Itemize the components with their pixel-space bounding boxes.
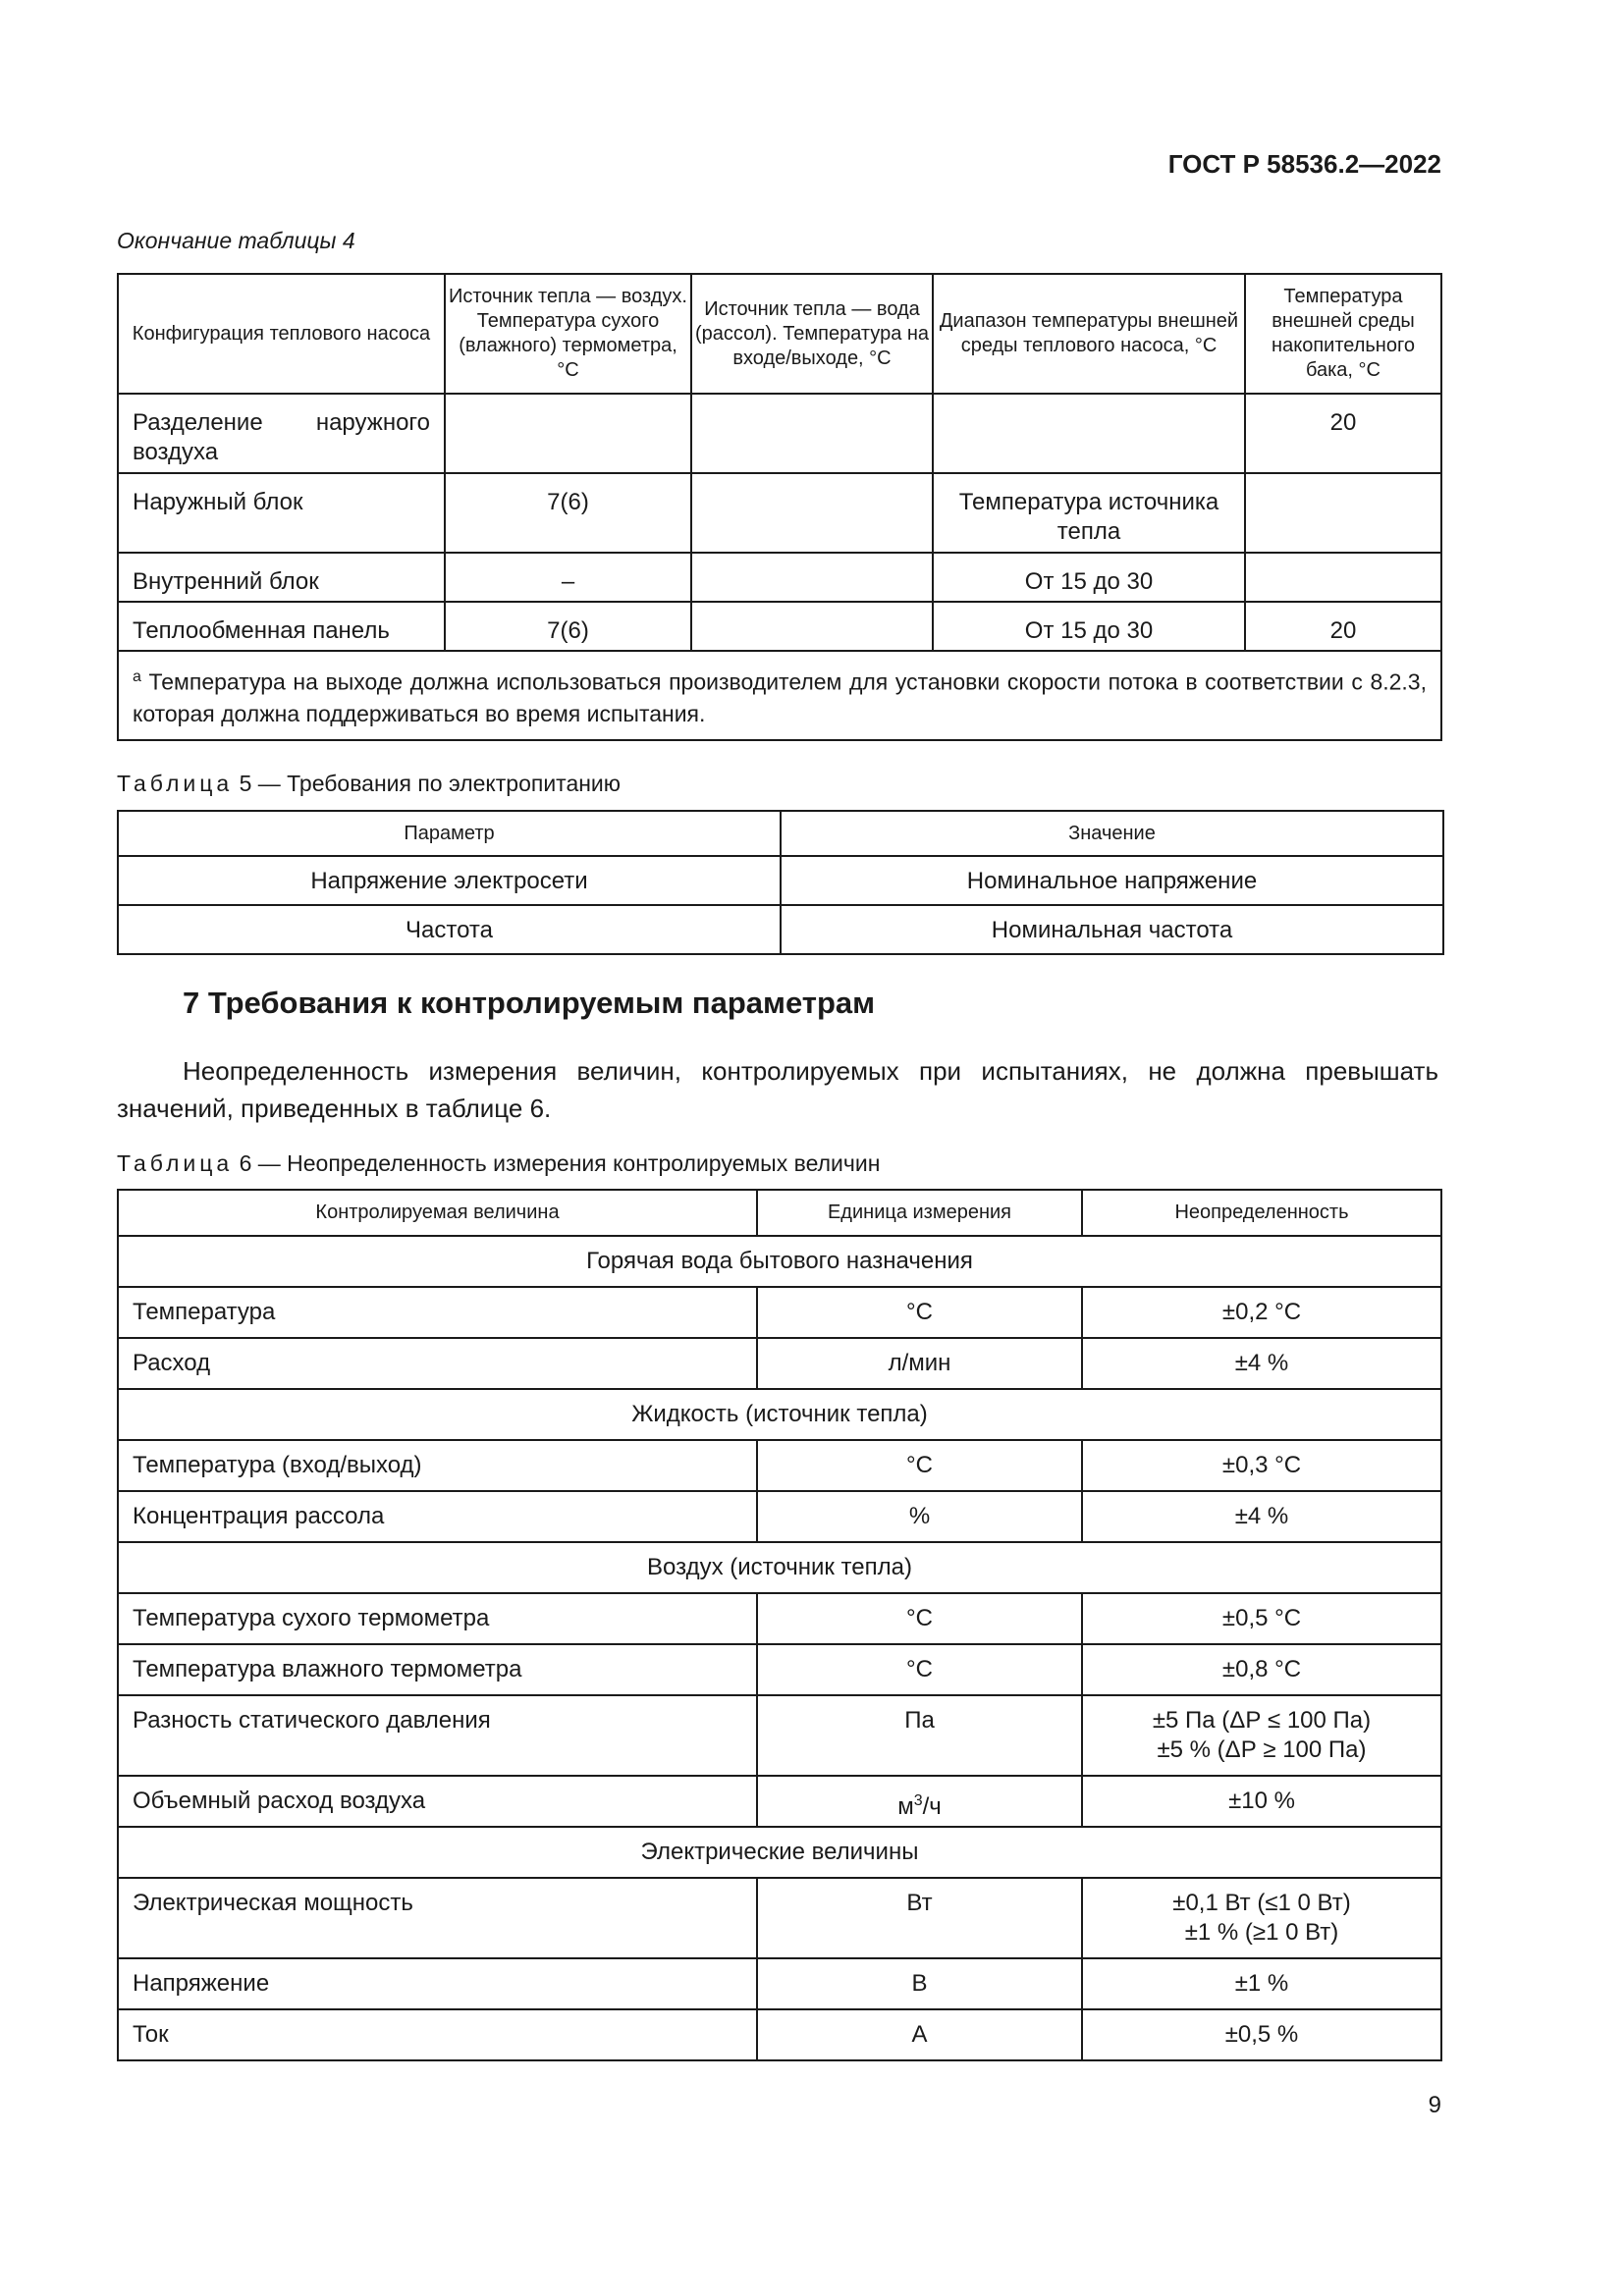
table-cell: Вт <box>757 1878 1082 1958</box>
table6-caption-text: 6 — Неопределенность измерения контролируемых величин <box>233 1150 881 1176</box>
table6-group-row <box>118 1827 1441 1878</box>
document-code: ГОСТ Р 58536.2—2022 <box>1167 149 1441 179</box>
table-row <box>118 1287 1441 1338</box>
uncertainty-line: ±5 Па (ΔР ≤ 100 Па) <box>1152 1707 1372 1734</box>
table-cell: 20 <box>1245 602 1441 651</box>
table-row <box>118 1644 1441 1695</box>
table4-header-cell: Конфигурация теплового насоса <box>118 274 445 394</box>
uncertainty-line: ±1 % (≥1 0 Вт) <box>1184 1919 1339 1946</box>
table-cell: Электрическая мощность <box>118 1878 757 1958</box>
table6-header-row <box>118 1190 1441 1236</box>
group-heading: Горячая вода бытового назначения <box>118 1236 1441 1287</box>
table4-header-cell: Источник тепла — вода (рассол). Температура на входе/выходе, °С <box>691 274 933 394</box>
table6-caption <box>117 1150 880 1177</box>
table4-header-row <box>118 274 1441 394</box>
table4-footnote <box>118 651 1441 740</box>
table-cell <box>445 394 691 473</box>
table6-group-row <box>118 1542 1441 1593</box>
table-cell: ±4 % <box>1082 1491 1441 1542</box>
table-cell: % <box>757 1491 1082 1542</box>
table5-caption-text: 5 — Требования по электропитанию <box>233 771 622 796</box>
table-cell: От 15 до 30 <box>933 553 1245 602</box>
table-cell: Разность статического давления <box>118 1695 757 1776</box>
group-heading: Электрические величины <box>118 1827 1441 1878</box>
table6 <box>117 1189 1442 2061</box>
footnote-mark: а <box>133 668 141 685</box>
table-cell <box>933 394 1245 473</box>
table-row <box>118 1491 1441 1542</box>
table4 <box>117 273 1442 741</box>
table-cell: Разделение наружного воздуха <box>118 394 445 473</box>
unit-base: м <box>897 1793 914 1820</box>
table-cell: Расход <box>118 1338 757 1389</box>
table-cell <box>691 473 933 553</box>
unit-tail: /ч <box>922 1793 942 1820</box>
table-row <box>118 1338 1441 1389</box>
table5-header-cell: Значение <box>781 811 1443 856</box>
table-cell: В <box>757 1958 1082 2009</box>
table-cell: Ток <box>118 2009 757 2060</box>
table-cell: °С <box>757 1440 1082 1491</box>
table-cell <box>1082 1878 1441 1958</box>
table-cell: ±0,5 °С <box>1082 1593 1441 1644</box>
page-number: 9 <box>1428 2092 1441 2118</box>
table-cell: ±0,5 % <box>1082 2009 1441 2060</box>
table-cell: л/мин <box>757 1338 1082 1389</box>
table-cell: 7(6) <box>445 473 691 553</box>
table4-header-cell: Диапазон температуры внешней среды теплового насоса, °С <box>933 274 1245 394</box>
table-cell: 20 <box>1245 394 1441 473</box>
table-cell: Частота <box>118 905 781 954</box>
table4-caption: Окончание таблицы 4 <box>117 228 355 253</box>
table4-header-cell: Источник тепла — воздух. Температура сухого (влажного) термометра, °С <box>445 274 691 394</box>
table-cell: Объемный расход воздуха <box>118 1776 757 1827</box>
table-row <box>118 1593 1441 1644</box>
table-cell <box>691 602 933 651</box>
table-row <box>118 1440 1441 1491</box>
table-cell: А <box>757 2009 1082 2060</box>
table-row <box>118 553 1441 602</box>
table6-group-row <box>118 1236 1441 1287</box>
table-cell <box>757 1776 1082 1827</box>
table-row <box>118 602 1441 651</box>
table-cell: °С <box>757 1644 1082 1695</box>
table-cell: °С <box>757 1593 1082 1644</box>
table4-header-cell: Температура внешней среды накопительного бака, °С <box>1245 274 1441 394</box>
table-cell: От 15 до 30 <box>933 602 1245 651</box>
table-cell: ±4 % <box>1082 1338 1441 1389</box>
table-row <box>118 856 1443 905</box>
table5-header-cell: Параметр <box>118 811 781 856</box>
table-row <box>118 473 1441 553</box>
table5-header-row <box>118 811 1443 856</box>
table-cell: 7(6) <box>445 602 691 651</box>
table6-header-cell: Единица измерения <box>757 1190 1082 1236</box>
table-row <box>118 1958 1441 2009</box>
table-cell <box>1245 553 1441 602</box>
table-cell: – <box>445 553 691 602</box>
table-cell: ±0,2 °С <box>1082 1287 1441 1338</box>
table-cell: Номинальное напряжение <box>781 856 1443 905</box>
table-row <box>118 1878 1441 1958</box>
table6-header-cell: Контролируемая величина <box>118 1190 757 1236</box>
table-cell <box>691 553 933 602</box>
table-row <box>118 1776 1441 1827</box>
table-row <box>118 905 1443 954</box>
table-row <box>118 2009 1441 2060</box>
table-cell: ±1 % <box>1082 1958 1441 2009</box>
uncertainty-line: ±0,1 Вт (≤1 0 Вт) <box>1172 1890 1351 1916</box>
table-cell: Напряжение <box>118 1958 757 2009</box>
table-row <box>118 394 1441 473</box>
body-paragraph: Неопределенность измерения величин, контролируемых при испытаниях, не должна превышать значений, приведенных в таблице 6. <box>117 1056 1438 1123</box>
table5-caption <box>117 771 621 797</box>
table6-caption-word: Таблица <box>117 1150 234 1176</box>
table6-group-row <box>118 1389 1441 1440</box>
table5 <box>117 810 1444 955</box>
table-cell: Внутренний блок <box>118 553 445 602</box>
table-cell: Температура сухого термометра <box>118 1593 757 1644</box>
table-cell: Па <box>757 1695 1082 1776</box>
table-cell: ±0,8 °С <box>1082 1644 1441 1695</box>
table-cell: ±0,3 °С <box>1082 1440 1441 1491</box>
table-cell: °С <box>757 1287 1082 1338</box>
table-row <box>118 1695 1441 1776</box>
table-cell: Температура источника тепла <box>933 473 1245 553</box>
uncertainty-line: ±5 % (ΔР ≥ 100 Па) <box>1157 1736 1367 1763</box>
table-cell <box>691 394 933 473</box>
table-cell: Теплообменная панель <box>118 602 445 651</box>
table-cell: Температура влажного термометра <box>118 1644 757 1695</box>
table-cell <box>1082 1695 1441 1776</box>
unit-exponent: 3 <box>913 1792 923 1809</box>
table-cell: Напряжение электросети <box>118 856 781 905</box>
group-heading: Жидкость (источник тепла) <box>118 1389 1441 1440</box>
table-cell: ±10 % <box>1082 1776 1441 1827</box>
table-cell: Номинальная частота <box>781 905 1443 954</box>
table-cell: Наружный блок <box>118 473 445 553</box>
table6-header-cell: Неопределенность <box>1082 1190 1441 1236</box>
table-cell: Концентрация рассола <box>118 1491 757 1542</box>
table4-footnote-row <box>118 651 1441 740</box>
table-cell: Температура (вход/выход) <box>118 1440 757 1491</box>
table5-caption-word: Таблица <box>117 771 234 796</box>
section-title: 7 Требования к контролируемым параметрам <box>183 986 876 1020</box>
group-heading: Воздух (источник тепла) <box>118 1542 1441 1593</box>
table-cell: Температура <box>118 1287 757 1338</box>
footnote-text: Температура на выходе должна использоваться производителем для установки скорости потока в соответствии с 8.2.3, которая должна поддерживаться во время испытания. <box>133 668 1427 726</box>
table-cell <box>1245 473 1441 553</box>
